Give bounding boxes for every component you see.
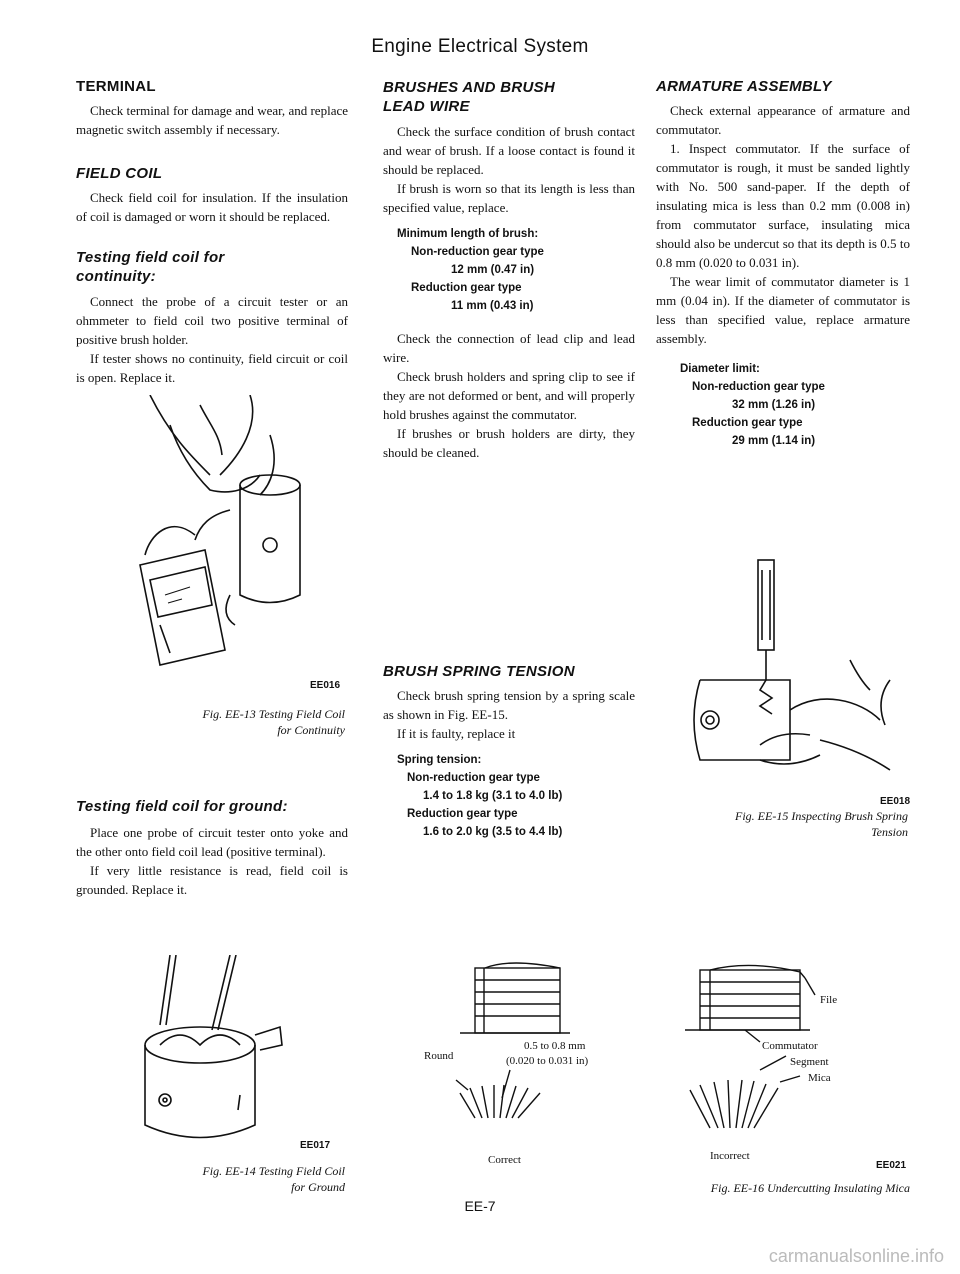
fig-ee15-caption-line1: Fig. EE-15 Inspecting Brush Spring xyxy=(735,809,908,823)
fig-ee15-caption-line2: Tension xyxy=(871,825,908,839)
brushes-heading xyxy=(383,78,635,116)
continuity-heading: Testing field coil for continuity: xyxy=(76,249,225,285)
armature-text-3: The wear limit of commutator diameter is 1 mm (0.04 in). If the diameter of commutator is less than specified value, replace armature assembly. xyxy=(656,274,910,346)
terminal-heading: TERMINAL xyxy=(76,78,156,95)
brushes-text-2: If brush is worn so that its length is less than specified value, replace. xyxy=(383,181,635,215)
fig-ee14-caption-line2: for Ground xyxy=(291,1180,345,1194)
spec-reduction-value: 11 mm (0.43 in) xyxy=(451,300,534,312)
fig-ee16-caption: Fig. EE-16 Undercutting Insulating Mica xyxy=(710,1181,910,1195)
spring-tension-spec xyxy=(397,751,635,841)
fig-ee16-round-label: Round xyxy=(424,1050,454,1062)
brushes-text-1: Check the surface condition of brush contact and wear of brush. If a loose contact is found it should be replaced. xyxy=(383,124,635,177)
fig-ee13-code: EE016 xyxy=(310,680,341,691)
brush-length-spec xyxy=(397,225,635,315)
armature-text-2: 1. Inspect commutator. If the surface of commutator is rough, it must be sanded lightly with No. 500 sand-paper. If the depth of insulating mica is less than 0.2 mm (0.008 in) from commutator surface, insulating mica should also be undercut so that its depth is 0.5 to 0.8 mm (0.020 to 0.031 in). xyxy=(656,141,910,270)
left-column xyxy=(76,78,348,387)
diam-reduction-value: 29 mm (1.14 in) xyxy=(732,435,816,447)
continuity-text-1: Connect the probe of a circuit tester or an ohmmeter to field coil two positive terminal of positive brush holder. xyxy=(76,294,348,347)
watermark: carmanualsonline.info xyxy=(768,1246,944,1266)
lead-text-1: Check the connection of lead clip and lead wire. xyxy=(383,331,635,365)
field-coil-text: Check field coil for insulation. If the insulation of coil is damaged or worn it should be replaced. xyxy=(76,190,348,224)
page-header: Engine Electrical System xyxy=(371,36,589,57)
spec-title: Minimum length of brush: xyxy=(397,228,539,240)
ground-heading: Testing field coil for ground: xyxy=(76,798,288,815)
spec-non-reduction-value: 12 mm (0.47 in) xyxy=(451,264,535,276)
fig-ee16-depth-1: 0.5 to 0.8 mm xyxy=(524,1040,586,1052)
ground-text-1: Place one probe of circuit tester onto yoke and the other onto field coil lead (positive terminal). xyxy=(76,825,348,859)
middle-column xyxy=(383,78,635,462)
fig-ee16-commutator-label: Commutator xyxy=(762,1040,818,1052)
diam-non-reduction-value: 32 mm (1.26 in) xyxy=(732,399,816,411)
terminal-text: Check terminal for damage and wear, and replace magnetic switch assembly if necessary. xyxy=(76,103,348,137)
field-coil-heading: FIELD COIL xyxy=(76,165,163,182)
tension-reduction-value: 1.6 to 2.0 kg (3.5 to 4.4 lb) xyxy=(423,826,563,838)
fig-ee13-illustration xyxy=(110,395,320,685)
diam-non-reduction: Non-reduction gear type xyxy=(692,381,825,393)
brushes-heading-line2: LEAD WIRE xyxy=(383,98,470,115)
fig-ee16-incorrect-label: Incorrect xyxy=(710,1150,750,1162)
fig-ee13-caption xyxy=(150,706,345,738)
armature-text-1: Check external appearance of armature and commutator. xyxy=(656,103,910,137)
ground-text-2: If very little resistance is read, field coil is grounded. Replace it. xyxy=(76,863,348,897)
brushes-heading-line1: BRUSHES AND BRUSH xyxy=(383,79,556,96)
tension-non-reduction: Non-reduction gear type xyxy=(407,772,540,784)
fig-ee16-code: EE021 xyxy=(876,1160,907,1171)
fig-ee16-file-label: File xyxy=(820,994,838,1006)
tension-title: Spring tension: xyxy=(397,754,482,766)
fig-ee16-depth-2: (0.020 to 0.031 in) xyxy=(506,1055,589,1067)
fig-ee16-mica-label: Mica xyxy=(808,1072,831,1084)
fig-ee14-illustration xyxy=(120,955,300,1155)
diam-title: Diameter limit: xyxy=(680,363,760,375)
fig-ee13-caption-line1: Fig. EE-13 Testing Field Coil xyxy=(202,707,345,721)
tension-reduction: Reduction gear type xyxy=(407,808,518,820)
fig-ee15-caption xyxy=(660,808,908,840)
page-number: EE-7 xyxy=(464,1198,496,1214)
diameter-limit-spec xyxy=(680,360,910,450)
fig-ee16-segment-label: Segment xyxy=(790,1056,829,1068)
spring-heading: BRUSH SPRING TENSION xyxy=(383,663,575,680)
fig-ee15-illustration xyxy=(660,540,910,780)
tension-non-reduction-value: 1.4 to 1.8 kg (3.1 to 4.0 lb) xyxy=(423,790,563,802)
fig-ee14-caption xyxy=(150,1163,345,1195)
fig-ee14-code: EE017 xyxy=(300,1140,331,1151)
left-column-lower xyxy=(76,798,348,899)
continuity-text-2: If tester shows no continuity, field circuit or coil is open. Replace it. xyxy=(76,351,348,385)
fig-ee13-caption-line2: for Continuity xyxy=(277,723,345,737)
fig-ee16-correct-label: Correct xyxy=(488,1154,521,1166)
spring-text-1: Check brush spring tension by a spring scale as shown in Fig. EE-15. xyxy=(383,688,635,722)
fig-ee15-code: EE018 xyxy=(880,796,911,807)
lead-text-2: Check brush holders and spring clip to see if they are not deformed or bent, and will properly hold brushes against the commutator. xyxy=(383,369,635,422)
lead-text-3: If brushes or brush holders are dirty, they should be cleaned. xyxy=(383,426,635,460)
spec-reduction: Reduction gear type xyxy=(411,282,522,294)
spec-non-reduction: Non-reduction gear type xyxy=(411,246,544,258)
fig-ee14-caption-line1: Fig. EE-14 Testing Field Coil xyxy=(202,1164,345,1178)
diam-reduction: Reduction gear type xyxy=(692,417,803,429)
armature-heading: ARMATURE ASSEMBLY xyxy=(656,78,832,95)
middle-column-lower xyxy=(383,663,635,841)
right-column xyxy=(656,78,910,450)
spring-text-2: If it is faulty, replace it xyxy=(397,726,516,741)
